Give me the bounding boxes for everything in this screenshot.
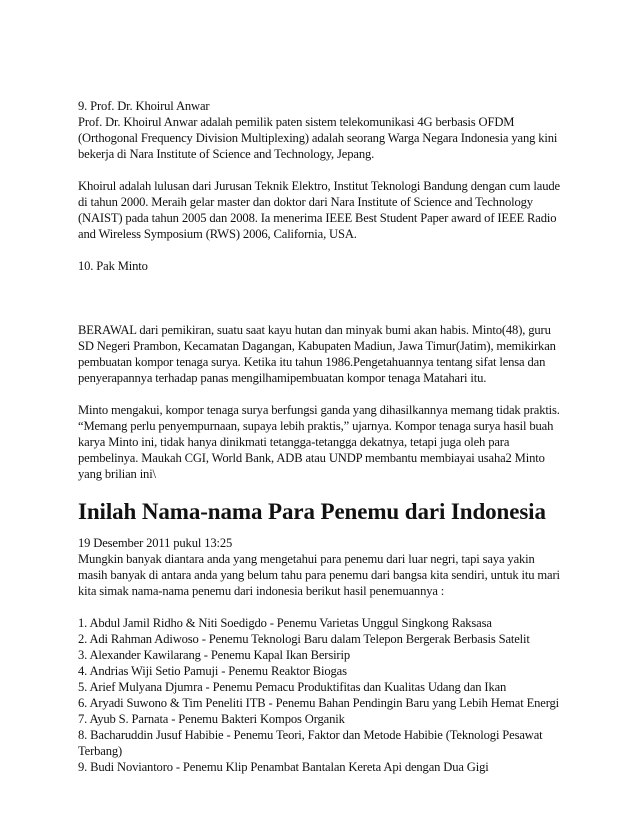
section-9-paragraph-2: Khoirul adalah lulusan dari Jurusan Teknik Elektro, Institut Teknologi Bandung dengan cum laude di tahun 2000. Meraih gelar master dan doktor dari Nara Institute of Science and Technology (NAIST) pada tahun 2005 dan 2008. Ia menerima IEEE Best Student Paper award of IEEE Radio and Wireless Symposium (RWS) 2006, California, USA.: [78, 179, 560, 241]
section-9-paragraph-1: Prof. Dr. Khoirul Anwar adalah pemilik paten sistem telekomunikasi 4G berbasis OFDM (Orthogonal Frequency Division Multiplexing) adalah seorang Warga Negara Indonesia yang kini bekerja di Nara Institute of Science and Technology, Jepang.: [78, 115, 558, 161]
document-page: [78, 98, 560, 775]
section-9-heading: 9. Prof. Dr. Khoirul Anwar: [78, 99, 210, 113]
section-10-paragraph-1: BERAWAL dari pemikiran, suatu saat kayu hutan dan minyak bumi akan habis. Minto(48), guru SD Negeri Prambon, Kecamatan Dagangan, Kabupaten Madiun, Jawa Timur(Jatim), memikirkan pembuatan kompor tenaga surya. Ketika itu tahun 1986.Pengetahuannya tentang sifat lensa dan penyerapannya terhadap panas mengilhamipembuatan kompor tenaga Matahari itu.: [78, 323, 556, 385]
article-date: 19 Desember 2011 pukul 13:25: [78, 536, 233, 550]
list-item: 6. Aryadi Suwono & Tim Peneliti ITB - Penemu Bahan Pendingin Baru yang Lebih Hemat Energi: [78, 696, 560, 710]
list-item: 1. Abdul Jamil Ridho & Niti Soedigdo - Penemu Varietas Unggul Singkong Raksasa: [78, 616, 492, 630]
article-intro: Mungkin banyak diantara anda yang mengetahui para penemu dari luar negri, tapi saya yakin masih banyak di antara anda yang belum tahu para penemu dari bangsa kita sendiri, untuk itu mari kita simak nama-nama penemu dari indonesia berikut hasil penemuannya :: [78, 552, 560, 598]
article-title: Inilah Nama-nama Para Penemu dari Indonesia: [78, 499, 546, 524]
list-item: 7. Ayub S. Parnata - Penemu Bakteri Kompos Organik: [78, 712, 345, 726]
section-10-paragraph-2: Minto mengakui, kompor tenaga surya berfungsi ganda yang dihasilkannya memang tidak praktis. “Memang perlu penyempurnaan, supaya lebih praktis,” ujarnya. Kompor tenaga surya hasil buah karya Minto ini, tidak hanya dinikmati tetangga-tetangga dekatnya, tetapi juga oleh para pembelinya. Maukah CGI, World Bank, ADB atau UNDP membantu membiayai usaha2 Minto yang brilian ini\: [78, 403, 560, 481]
list-item: 4. Andrias Wiji Setio Pamuji - Penemu Reaktor Biogas: [78, 664, 347, 678]
list-item: 3. Alexander Kawilarang - Penemu Kapal Ikan Bersirip: [78, 648, 350, 662]
list-item: 2. Adi Rahman Adiwoso - Penemu Teknologi Baru dalam Telepon Bergerak Berbasis Satelit: [78, 632, 530, 646]
list-item: 8. Bacharuddin Jusuf Habibie - Penemu Teori, Faktor dan Metode Habibie (Teknologi Pesawat Terbang): [78, 728, 543, 758]
inventor-list: [78, 615, 560, 775]
list-item: 5. Arief Mulyana Djumra - Penemu Pemacu Produktifitas dan Kualitas Udang dan Ikan: [78, 680, 507, 694]
list-item: 9. Budi Noviantoro - Penemu Klip Penambat Bantalan Kereta Api dengan Dua Gigi: [78, 760, 489, 774]
section-10-heading: 10. Pak Minto: [78, 259, 148, 273]
